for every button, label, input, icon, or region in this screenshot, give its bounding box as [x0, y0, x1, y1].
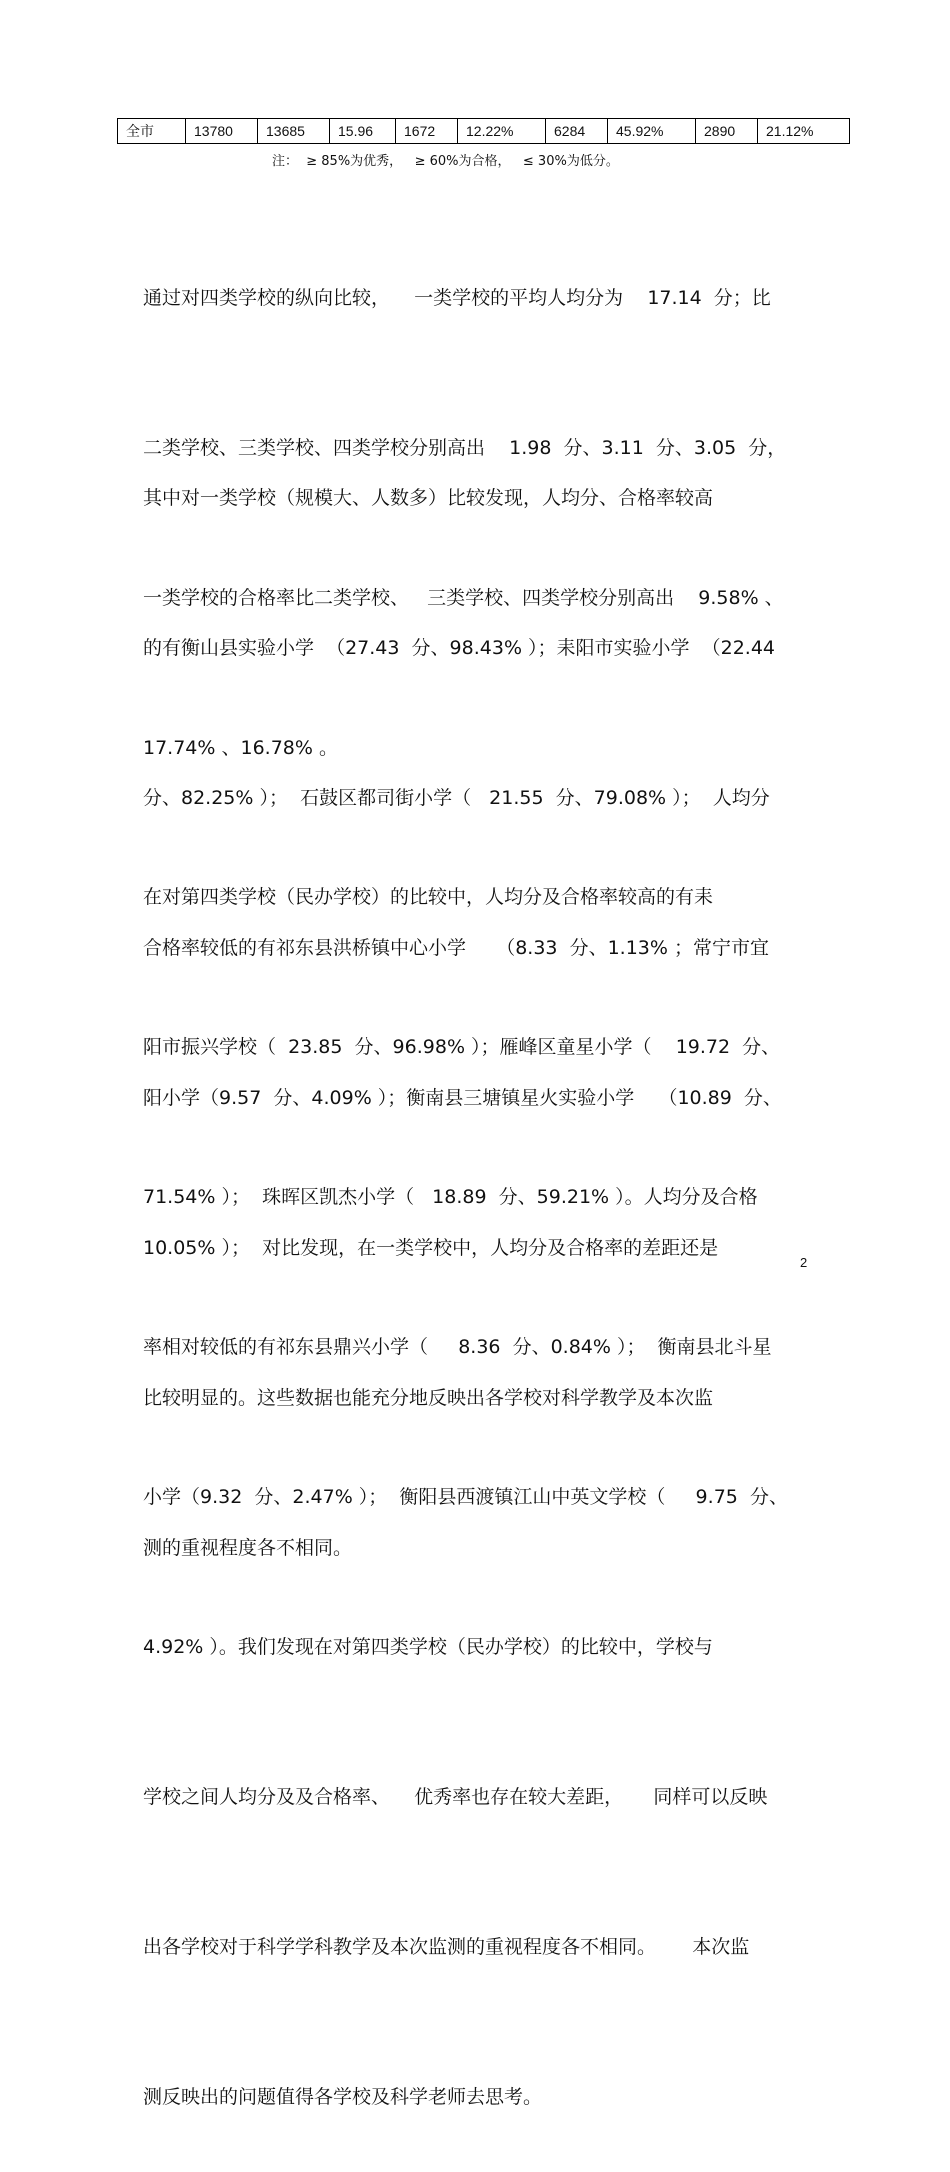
- text-line: 10.05% ）； 对比发现，在一类学校中，人均分及合格率的差距还是: [143, 1237, 719, 1259]
- text-line: 4.92% ）。我们发现在对第四类学校（民办学校）的比较中，学校与: [143, 1636, 713, 1658]
- summary-table: [117, 118, 850, 144]
- table-cell: 12.22%: [458, 119, 546, 144]
- table-cell: 13685: [258, 119, 330, 144]
- table-row: [118, 119, 850, 144]
- text-line: 通过对四类学校的纵向比较， 一类学校的平均人均分为 17.14 分；比: [143, 287, 771, 309]
- text-line: 分、82.25% ）； 石鼓区都司街小学（ 21.55 分、79.08% ）； 人均分: [143, 787, 770, 809]
- text-line: 测的重视程度各不相同。: [143, 1537, 353, 1559]
- text-line: 合格率较低的有祁东县洪桥镇中心小学 （8.33 分、1.13% ；常宁市宜: [143, 937, 769, 959]
- text-line: 其中对一类学校（规模大、人数多）比较发现，人均分、合格率较高: [143, 487, 714, 509]
- text-line: 在对第四类学校（民办学校）的比较中，人均分及合格率较高的有耒: [143, 886, 714, 908]
- text-line: 比较明显的。这些数据也能充分地反映出各学校对科学教学及本次监: [143, 1387, 714, 1409]
- page-number: 2: [800, 1255, 808, 1270]
- table-note: 注： ≥ 85%为优秀， ≥ 60%为合格， ≤ 30%为低分。: [272, 154, 619, 169]
- paragraph-category-four: [143, 772, 823, 2172]
- table-cell: 6284: [546, 119, 608, 144]
- text-line: 学校之间人均分及及合格率、 优秀率也存在较大差距， 同样可以反映: [143, 1786, 768, 1808]
- text-line: 一类学校的合格率比二类学校、 三类学校、四类学校分别高出 9.58% 、: [143, 587, 784, 609]
- table-cell: 13780: [186, 119, 258, 144]
- text-line: 阳市振兴学校（ 23.85 分、96.98% ）；雁峰区童星小学（ 19.72 分、: [143, 1036, 781, 1058]
- text-line: 阳小学（9.57 分、4.09% ）；衡南县三塘镇星火实验小学 （10.89 分、: [143, 1087, 782, 1109]
- table-cell: 15.96: [330, 119, 396, 144]
- table-cell: 全市: [118, 119, 186, 144]
- text-line: 出各学校对于科学学科教学及本次监测的重视程度各不相同。 本次监: [143, 1936, 750, 1958]
- table-cell: 21.12%: [758, 119, 850, 144]
- table-cell: 2890: [696, 119, 758, 144]
- table-cell: 45.92%: [608, 119, 696, 144]
- text-line: 二类学校、三类学校、四类学校分别高出 1.98 分、3.11 分、3.05 分，: [143, 437, 787, 459]
- text-line: 测反映出的问题值得各学校及科学老师去思考。: [143, 2086, 543, 2108]
- text-line: 的有衡山县实验小学 （27.43 分、98.43% ）；耒阳市实验小学 （22.44: [143, 637, 776, 659]
- text-line: 小学（9.32 分、2.47% ）； 衡阳县西渡镇江山中英文学校（ 9.75 分、: [143, 1486, 788, 1508]
- text-line: 17.74% 、16.78% 。: [143, 737, 338, 759]
- text-line: 率相对较低的有祁东县鼎兴小学（ 8.36 分、0.84% ）； 衡南县北斗星: [143, 1336, 772, 1358]
- table-cell: 1672: [396, 119, 458, 144]
- text-line: 71.54% ）； 珠晖区凯杰小学（ 18.89 分、59.21% ）。人均分及合格: [143, 1186, 758, 1208]
